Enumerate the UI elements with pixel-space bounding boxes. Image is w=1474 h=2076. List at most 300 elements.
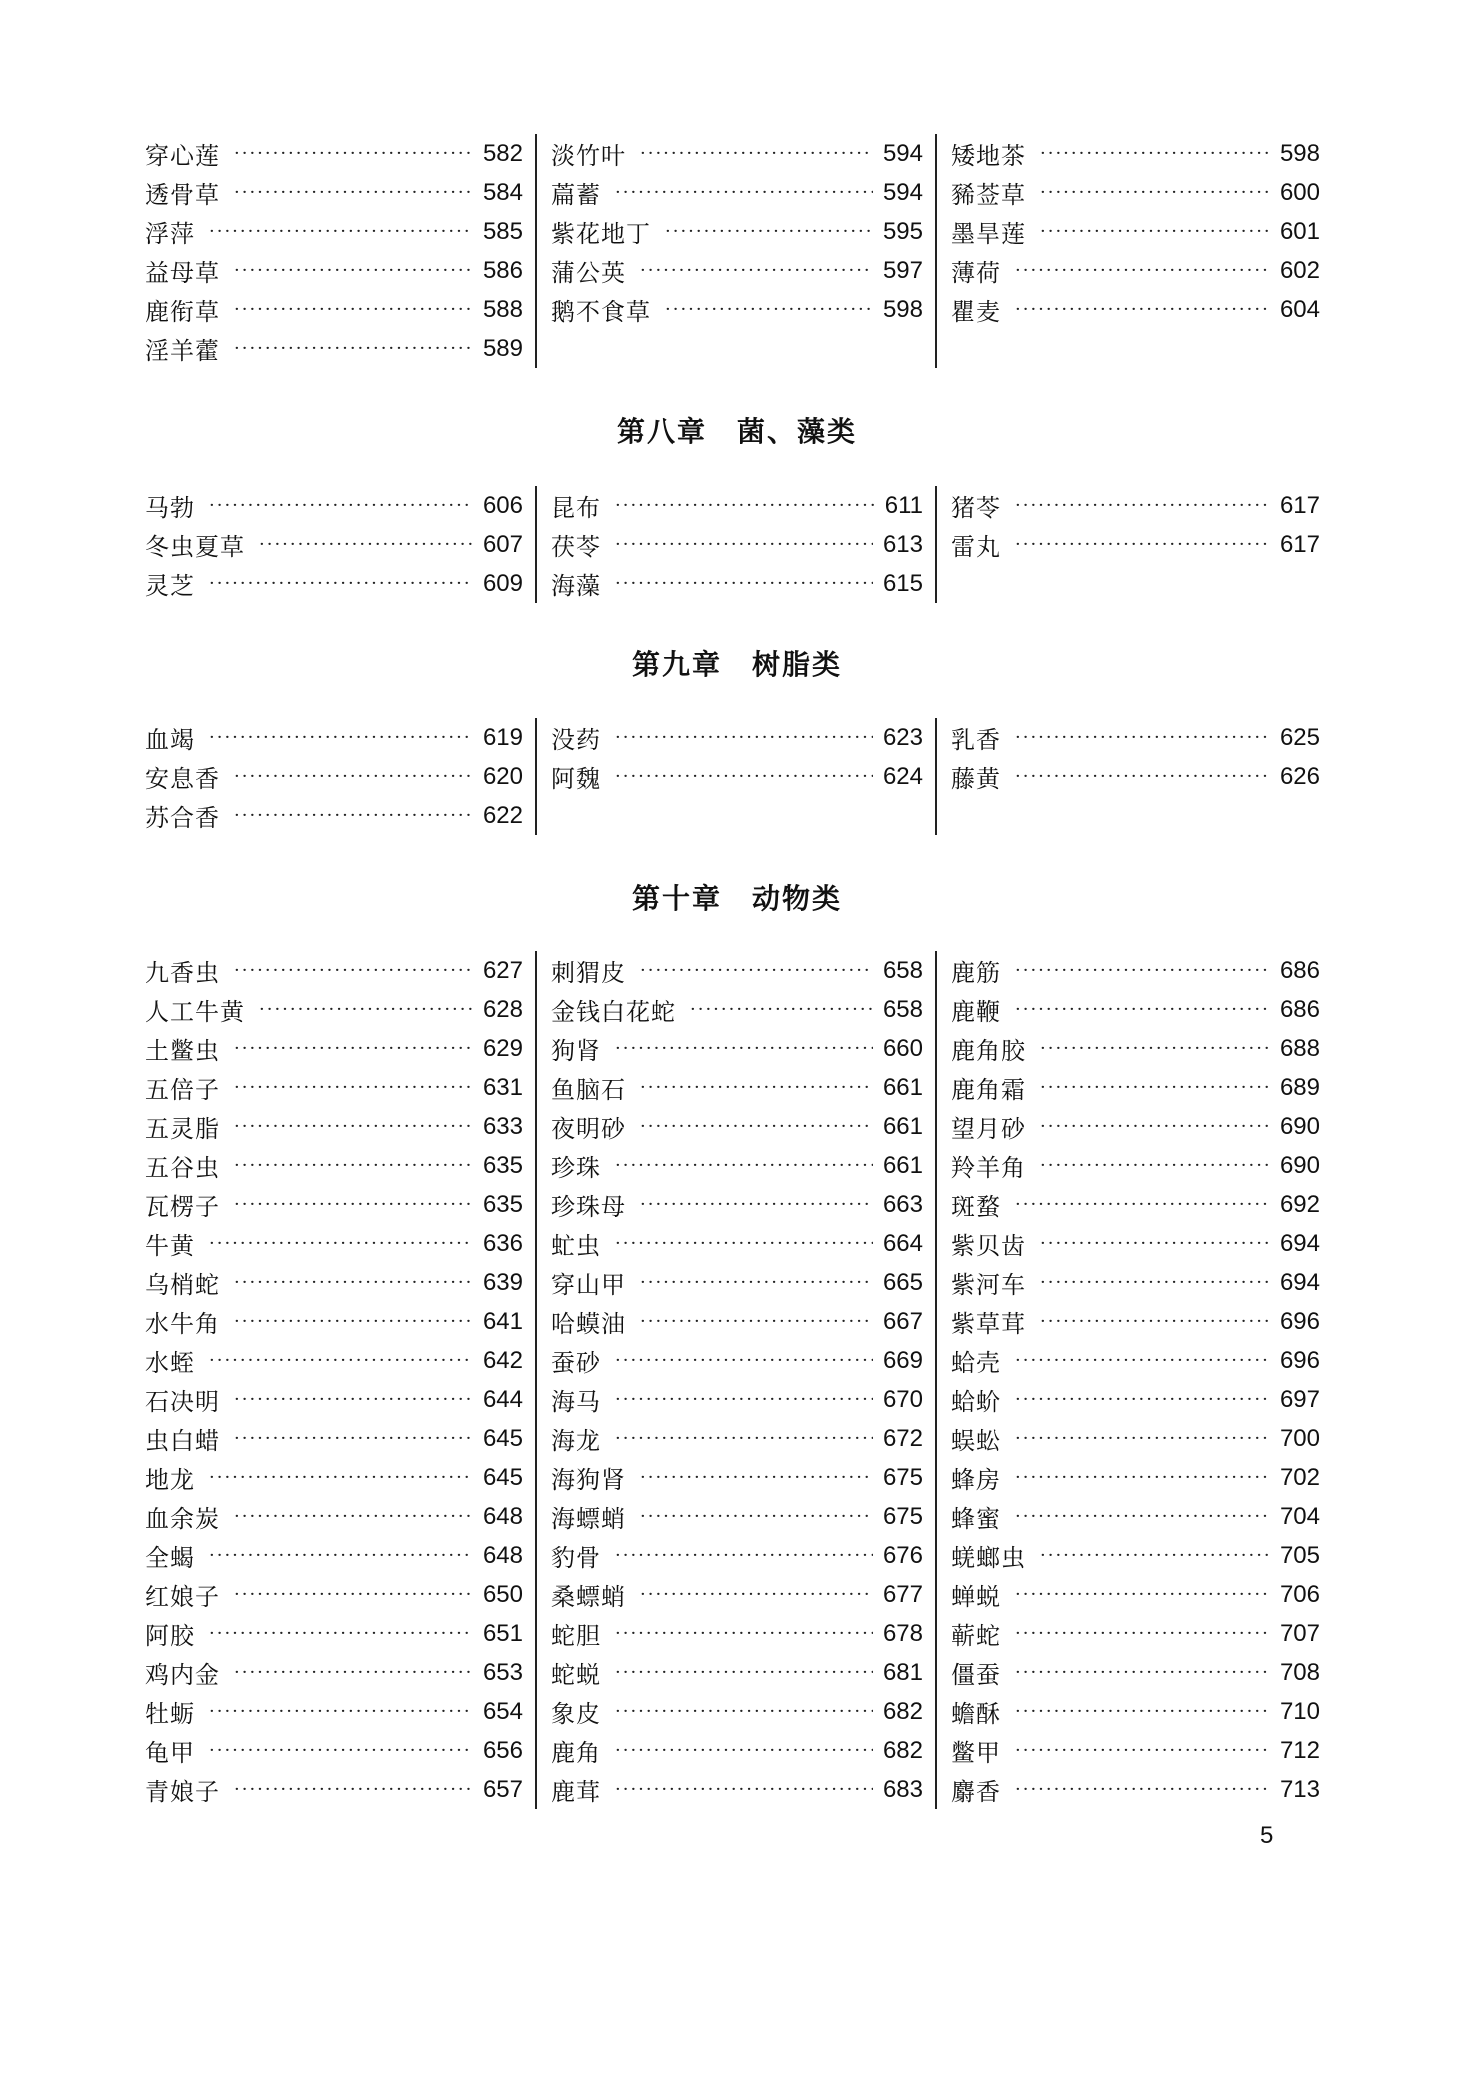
toc-entry — [551, 1146, 923, 1185]
toc-column-2 — [535, 718, 935, 835]
entry-name: 墨旱莲 — [951, 220, 1026, 248]
dot-leader — [1040, 184, 1270, 202]
entry-page-number: 677 — [882, 1580, 923, 1608]
entry-page-number: 704 — [1279, 1502, 1320, 1530]
dot-leader — [1015, 1742, 1270, 1760]
dot-leader — [640, 962, 873, 980]
entry-page-number: 663 — [882, 1190, 923, 1218]
toc-entry — [145, 134, 523, 173]
dot-leader — [615, 575, 873, 593]
dot-leader — [234, 1118, 473, 1136]
entry-name: 石决明 — [145, 1388, 220, 1416]
entry-name: 猪苓 — [951, 494, 1001, 522]
toc-entry — [951, 212, 1320, 251]
section-3 — [145, 951, 1320, 1809]
dot-leader — [209, 223, 473, 241]
toc-entry — [145, 486, 523, 525]
entry-name: 萹蓄 — [551, 181, 601, 209]
entry-name: 苏合香 — [145, 804, 220, 832]
entry-page-number: 642 — [482, 1346, 523, 1374]
dot-leader — [234, 262, 473, 280]
toc-entry — [551, 1224, 923, 1263]
dot-leader — [640, 1079, 873, 1097]
toc-entry — [145, 1497, 523, 1536]
toc-entry — [551, 525, 923, 564]
dot-leader — [1015, 1001, 1270, 1019]
entry-page-number: 661 — [882, 1151, 923, 1179]
entry-name: 雷丸 — [951, 533, 1001, 561]
entry-page-number: 598 — [882, 295, 923, 323]
entry-name: 红娘子 — [145, 1583, 220, 1611]
entry-name: 五倍子 — [145, 1076, 220, 1104]
entry-page-number: 644 — [482, 1385, 523, 1413]
entry-page-number: 635 — [482, 1151, 523, 1179]
toc-entry — [551, 1341, 923, 1380]
toc-column-3 — [935, 134, 1320, 368]
entry-page-number: 607 — [482, 530, 523, 558]
dot-leader — [615, 768, 873, 786]
toc-entry — [951, 173, 1320, 212]
entry-page-number: 585 — [482, 217, 523, 245]
toc-entry — [951, 757, 1320, 796]
dot-leader — [615, 1391, 873, 1409]
dot-leader — [615, 1547, 873, 1565]
toc-entry — [145, 796, 523, 835]
toc-entry — [145, 1302, 523, 1341]
entry-page-number: 651 — [482, 1619, 523, 1647]
entry-name: 珍珠 — [551, 1154, 601, 1182]
dot-leader — [640, 1469, 873, 1487]
entry-page-number: 664 — [882, 1229, 923, 1257]
entry-name: 淡竹叶 — [551, 142, 626, 170]
entry-page-number: 678 — [882, 1619, 923, 1647]
dot-leader — [1015, 962, 1270, 980]
toc-entry — [145, 1653, 523, 1692]
section-2 — [145, 718, 1320, 835]
dot-leader — [690, 1001, 873, 1019]
entry-name: 瓦楞子 — [145, 1193, 220, 1221]
entry-name: 海龙 — [551, 1427, 601, 1455]
entry-name: 海狗肾 — [551, 1466, 626, 1494]
entry-name: 鹿筋 — [951, 959, 1001, 987]
toc-entry — [551, 1653, 923, 1692]
dot-leader — [259, 536, 473, 554]
entry-name: 羚羊角 — [951, 1154, 1026, 1182]
entry-name: 乳香 — [951, 726, 1001, 754]
dot-leader — [234, 1430, 473, 1448]
entry-name: 鹿角胶 — [951, 1037, 1026, 1065]
dot-leader — [615, 1040, 873, 1058]
entry-page-number: 689 — [1279, 1073, 1320, 1101]
dot-leader — [209, 1469, 473, 1487]
toc-entry — [145, 951, 523, 990]
entry-name: 蟾酥 — [951, 1700, 1001, 1728]
toc-entry — [951, 1029, 1320, 1068]
entry-name: 刺猬皮 — [551, 959, 626, 987]
entry-page-number: 669 — [882, 1346, 923, 1374]
entry-name: 藤黄 — [951, 765, 1001, 793]
entry-name: 阿魏 — [551, 765, 601, 793]
toc-entry — [551, 1107, 923, 1146]
toc-entry — [951, 251, 1320, 290]
toc-entry — [951, 525, 1320, 564]
toc-entry — [145, 1458, 523, 1497]
entry-page-number: 635 — [482, 1190, 523, 1218]
entry-page-number: 686 — [1279, 956, 1320, 984]
toc-entry — [551, 1068, 923, 1107]
toc-entry — [951, 1770, 1320, 1809]
toc-entry — [551, 1302, 923, 1341]
toc-entry — [951, 718, 1320, 757]
entry-name: 蒲公英 — [551, 259, 626, 287]
toc-entry — [951, 1536, 1320, 1575]
entry-name: 望月砂 — [951, 1115, 1026, 1143]
dot-leader — [1015, 768, 1270, 786]
toc-entry — [551, 1770, 923, 1809]
dot-leader — [234, 807, 473, 825]
entry-page-number: 601 — [1279, 217, 1320, 245]
chapter-title: 第八章 菌、藻类 — [616, 415, 857, 448]
entry-name: 全蝎 — [145, 1544, 195, 1572]
entry-page-number: 625 — [1279, 723, 1320, 751]
entry-page-number: 672 — [882, 1424, 923, 1452]
entry-page-number: 690 — [1279, 1151, 1320, 1179]
entry-page-number: 594 — [882, 178, 923, 206]
dot-leader — [234, 1313, 473, 1331]
dot-leader — [1040, 1313, 1270, 1331]
toc-entry — [951, 951, 1320, 990]
entry-name: 鳖甲 — [951, 1739, 1001, 1767]
entry-name: 鸡内金 — [145, 1661, 220, 1689]
entry-name: 土鳖虫 — [145, 1037, 220, 1065]
dot-leader — [1040, 1274, 1270, 1292]
dot-leader — [1040, 1547, 1270, 1565]
entry-name: 蜈蚣 — [951, 1427, 1001, 1455]
toc-column-3 — [935, 951, 1320, 1809]
entry-name: 冬虫夏草 — [145, 533, 245, 561]
toc-entry — [551, 173, 923, 212]
entry-page-number: 645 — [482, 1424, 523, 1452]
entry-name: 地龙 — [145, 1466, 195, 1494]
dot-leader — [1015, 1352, 1270, 1370]
toc-entry — [551, 134, 923, 173]
entry-page-number: 653 — [482, 1658, 523, 1686]
toc-entry — [145, 1029, 523, 1068]
toc-entry — [145, 290, 523, 329]
entry-page-number: 702 — [1279, 1463, 1320, 1491]
entry-page-number: 713 — [1279, 1775, 1320, 1803]
entry-name: 紫贝齿 — [951, 1232, 1026, 1260]
toc-column-1 — [145, 718, 535, 835]
entry-name: 蛇胆 — [551, 1622, 601, 1650]
dot-leader — [615, 1352, 873, 1370]
entry-name: 蝉蜕 — [951, 1583, 1001, 1611]
entry-name: 青娘子 — [145, 1778, 220, 1806]
dot-leader — [209, 1547, 473, 1565]
entry-page-number: 696 — [1279, 1346, 1320, 1374]
entry-name: 海藻 — [551, 572, 601, 600]
toc-entry — [951, 990, 1320, 1029]
dot-leader — [1040, 145, 1270, 163]
dot-leader — [234, 1157, 473, 1175]
toc-entry — [551, 990, 923, 1029]
toc-column-3 — [935, 718, 1320, 835]
dot-leader — [234, 1586, 473, 1604]
dot-leader — [209, 1352, 473, 1370]
entry-name: 茯苓 — [551, 533, 601, 561]
entry-name: 没药 — [551, 726, 601, 754]
entry-page-number: 658 — [882, 995, 923, 1023]
entry-name: 蜂蜜 — [951, 1505, 1001, 1533]
dot-leader — [640, 1274, 873, 1292]
entry-page-number: 654 — [482, 1697, 523, 1725]
entry-name: 浮萍 — [145, 220, 195, 248]
entry-page-number: 620 — [482, 762, 523, 790]
entry-page-number: 681 — [882, 1658, 923, 1686]
entry-name: 蜂房 — [951, 1466, 1001, 1494]
entry-name: 桑螵蛸 — [551, 1583, 626, 1611]
entry-page-number: 670 — [882, 1385, 923, 1413]
dot-leader — [209, 729, 473, 747]
dot-leader — [665, 223, 873, 241]
entry-page-number: 648 — [482, 1541, 523, 1569]
dot-leader — [1015, 1703, 1270, 1721]
entry-page-number: 675 — [882, 1463, 923, 1491]
entry-page-number: 629 — [482, 1034, 523, 1062]
entry-name: 牡蛎 — [145, 1700, 195, 1728]
entry-page-number: 660 — [882, 1034, 923, 1062]
toc-entry — [951, 1731, 1320, 1770]
toc-entry — [551, 1029, 923, 1068]
toc-entry — [551, 290, 923, 329]
toc-entry — [551, 1692, 923, 1731]
toc-entry — [951, 290, 1320, 329]
entry-page-number: 623 — [882, 723, 923, 751]
entry-page-number: 597 — [882, 256, 923, 284]
toc-entry — [551, 1419, 923, 1458]
entry-name: 血竭 — [145, 726, 195, 754]
toc-entry — [145, 1575, 523, 1614]
dot-leader — [234, 145, 473, 163]
toc-entry — [145, 1224, 523, 1263]
entry-name: 五灵脂 — [145, 1115, 220, 1143]
entry-name: 蜣螂虫 — [951, 1544, 1026, 1572]
dot-leader — [209, 1235, 473, 1253]
entry-name: 牛黄 — [145, 1232, 195, 1260]
entry-page-number: 696 — [1279, 1307, 1320, 1335]
dot-leader — [234, 768, 473, 786]
dot-leader — [234, 962, 473, 980]
entry-name: 豹骨 — [551, 1544, 601, 1572]
entry-page-number: 665 — [882, 1268, 923, 1296]
entry-columns — [145, 951, 1320, 1809]
entry-name: 金钱白花蛇 — [551, 998, 676, 1026]
entry-page-number: 694 — [1279, 1229, 1320, 1257]
toc-entry — [145, 1380, 523, 1419]
dot-leader — [1015, 1469, 1270, 1487]
entry-page-number: 690 — [1279, 1112, 1320, 1140]
toc-entry — [145, 757, 523, 796]
toc-entry — [145, 1614, 523, 1653]
entry-name: 虫白蜡 — [145, 1427, 220, 1455]
toc-entry — [551, 1380, 923, 1419]
entry-name: 鹅不食草 — [551, 298, 651, 326]
dot-leader — [1040, 1040, 1270, 1058]
toc-entry — [145, 1731, 523, 1770]
dot-leader — [640, 1196, 873, 1214]
dot-leader — [234, 184, 473, 202]
dot-leader — [1015, 729, 1270, 747]
entry-page-number: 615 — [882, 569, 923, 597]
toc-column-3 — [935, 486, 1320, 603]
entry-name: 紫草茸 — [951, 1310, 1026, 1338]
entry-name: 阿胶 — [145, 1622, 195, 1650]
toc-column-1 — [145, 951, 535, 1809]
dot-leader — [615, 1703, 873, 1721]
toc-entry — [145, 1341, 523, 1380]
dot-leader — [615, 536, 873, 554]
entry-page-number: 641 — [482, 1307, 523, 1335]
entry-page-number: 631 — [482, 1073, 523, 1101]
entry-name: 蛤蚧 — [951, 1388, 1001, 1416]
dot-leader — [234, 1079, 473, 1097]
dot-leader — [1015, 1625, 1270, 1643]
dot-leader — [640, 1118, 873, 1136]
dot-leader — [615, 1430, 873, 1448]
dot-leader — [615, 1664, 873, 1682]
toc-entry — [145, 1068, 523, 1107]
entry-page-number: 619 — [482, 723, 523, 751]
dot-leader — [615, 497, 875, 515]
toc-entry — [145, 718, 523, 757]
entry-name: 安息香 — [145, 765, 220, 793]
entry-page-number: 686 — [1279, 995, 1320, 1023]
entry-page-number: 658 — [882, 956, 923, 984]
entry-page-number: 639 — [482, 1268, 523, 1296]
entry-name: 穿山甲 — [551, 1271, 626, 1299]
entry-page-number: 676 — [882, 1541, 923, 1569]
toc-entry — [551, 1731, 923, 1770]
entry-page-number: 661 — [882, 1073, 923, 1101]
dot-leader — [615, 1157, 873, 1175]
toc-entry — [951, 1185, 1320, 1224]
entry-page-number: 683 — [882, 1775, 923, 1803]
toc-entry — [145, 1146, 523, 1185]
toc-column-2 — [535, 951, 935, 1809]
entry-name: 珍珠母 — [551, 1193, 626, 1221]
dot-leader — [1040, 1118, 1270, 1136]
toc-entry — [951, 1068, 1320, 1107]
toc-entry — [951, 1224, 1320, 1263]
entry-page-number: 628 — [482, 995, 523, 1023]
dot-leader — [1040, 1079, 1270, 1097]
dot-leader — [1040, 1157, 1270, 1175]
entry-page-number: 707 — [1279, 1619, 1320, 1647]
dot-leader — [640, 145, 873, 163]
entry-name: 象皮 — [551, 1700, 601, 1728]
entry-name: 蛤壳 — [951, 1349, 1001, 1377]
toc-entry — [551, 718, 923, 757]
entry-name: 蛇蜕 — [551, 1661, 601, 1689]
toc-entry — [951, 1263, 1320, 1302]
entry-name: 血余炭 — [145, 1505, 220, 1533]
entry-page-number: 712 — [1279, 1736, 1320, 1764]
dot-leader — [640, 1313, 873, 1331]
toc-entry — [551, 757, 923, 796]
entry-name: 豨莶草 — [951, 181, 1026, 209]
toc-entry — [145, 1536, 523, 1575]
dot-leader — [1015, 262, 1270, 280]
entry-page-number: 582 — [482, 139, 523, 167]
entry-name: 虻虫 — [551, 1232, 601, 1260]
toc-entry — [951, 1419, 1320, 1458]
entry-page-number: 598 — [1279, 139, 1320, 167]
entry-name: 斑蝥 — [951, 1193, 1001, 1221]
entry-page-number: 606 — [482, 491, 523, 519]
toc-entry — [551, 564, 923, 603]
dot-leader — [259, 1001, 473, 1019]
dot-leader — [209, 1742, 473, 1760]
dot-leader — [1015, 1196, 1270, 1214]
dot-leader — [615, 1625, 873, 1643]
dot-leader — [1015, 301, 1270, 319]
entry-page-number: 594 — [882, 139, 923, 167]
dot-leader — [1015, 1781, 1270, 1799]
entry-page-number: 705 — [1279, 1541, 1320, 1569]
toc-entry — [951, 1497, 1320, 1536]
entry-page-number: 588 — [482, 295, 523, 323]
dot-leader — [234, 1391, 473, 1409]
entry-page-number: 648 — [482, 1502, 523, 1530]
entry-page-number: 682 — [882, 1736, 923, 1764]
toc-entry — [951, 1692, 1320, 1731]
toc-entry — [145, 990, 523, 1029]
entry-name: 狗肾 — [551, 1037, 601, 1065]
entry-name: 穿心莲 — [145, 142, 220, 170]
dot-leader — [1015, 497, 1270, 515]
toc-entry — [951, 1302, 1320, 1341]
entry-page-number: 617 — [1279, 491, 1320, 519]
entry-name: 鹿衔草 — [145, 298, 220, 326]
entry-name: 紫花地丁 — [551, 220, 651, 248]
entry-name: 僵蚕 — [951, 1661, 1001, 1689]
entry-name: 灵芝 — [145, 572, 195, 600]
entry-name: 薄荷 — [951, 259, 1001, 287]
entry-name: 哈蟆油 — [551, 1310, 626, 1338]
entry-name: 昆布 — [551, 494, 601, 522]
entry-page-number: 700 — [1279, 1424, 1320, 1452]
toc-entry — [145, 1692, 523, 1731]
entry-page-number: 650 — [482, 1580, 523, 1608]
entry-page-number: 584 — [482, 178, 523, 206]
entry-name: 海马 — [551, 1388, 601, 1416]
dot-leader — [234, 1508, 473, 1526]
toc-entry — [145, 212, 523, 251]
entry-name: 麝香 — [951, 1778, 1001, 1806]
toc-entry — [551, 1458, 923, 1497]
entry-name: 九香虫 — [145, 959, 220, 987]
chapter-title: 第十章 动物类 — [631, 882, 842, 915]
entry-columns — [145, 718, 1320, 835]
toc-entry — [551, 1575, 923, 1614]
toc-entry — [951, 1458, 1320, 1497]
dot-leader — [665, 301, 873, 319]
entry-name: 蕲蛇 — [951, 1622, 1001, 1650]
dot-leader — [234, 340, 473, 358]
section-1 — [145, 486, 1320, 603]
dot-leader — [640, 1508, 873, 1526]
dot-leader — [234, 1196, 473, 1214]
